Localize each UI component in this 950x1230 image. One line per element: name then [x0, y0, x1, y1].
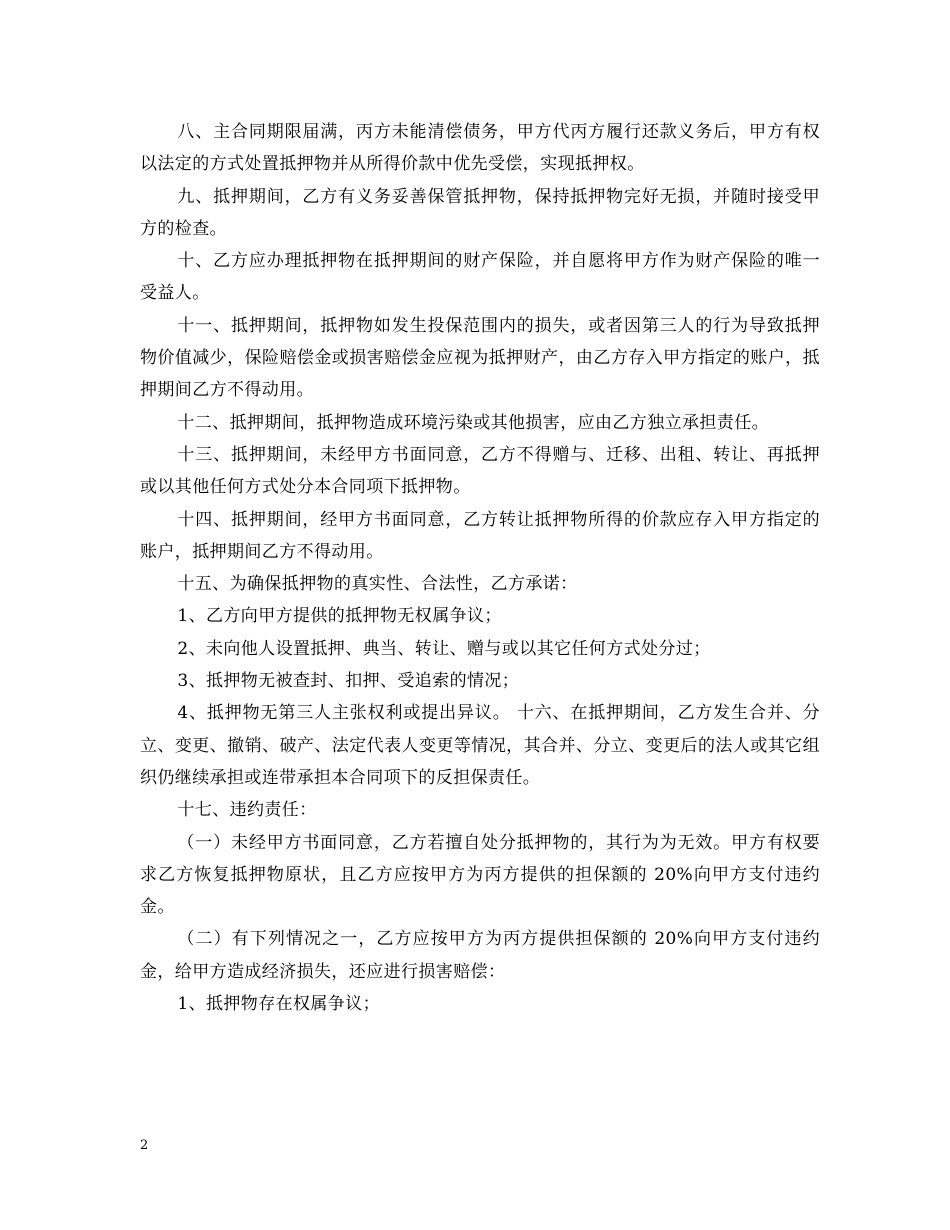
clause-10: 十、乙方应办理抵押物在抵押期间的财产保险，并自愿将甲方作为财产保险的唯一受益人。 — [140, 251, 820, 304]
clause-12: 十二、抵押期间，抵押物造成环境污染或其他损害，应由乙方独立承担责任。 — [177, 412, 769, 433]
clause-15-item-4-and-clause-16: 4、抵押物无第三人主张权利或提出异议。 十六、在抵押期间，乙方发生合并、分立、变更、撤销、破产、法定代表人变更等情况，其合并、分立、变更后的法人或其它组织仍继续承担或连带承担本合同项下的反担保责任。 — [140, 703, 820, 788]
clause-11: 十一、抵押期间，抵押物如发生投保范围内的损失，或者因第三人的行为导致抵押物价值减少，保险赔偿金或损害赔偿金应视为抵押财产，由乙方存入甲方指定的账户，抵押期间乙方不得动用。 — [140, 315, 820, 401]
clause-15-item-1: 1、乙方向甲方提供的抵押物无权属争议； — [177, 606, 502, 627]
page-number: 2 — [140, 1138, 149, 1153]
clause-17: 十七、违约责任： — [177, 800, 317, 821]
clause-13: 十三、抵押期间，未经甲方书面同意，乙方不得赠与、迁移、出租、转让、再抵押或以其他任何方式处分本合同项下抵押物。 — [140, 444, 820, 498]
clause-14: 十四、抵押期间，经甲方书面同意，乙方转让抵押物所得的价款应存入甲方指定的账户，抵押期间乙方不得动用。 — [140, 509, 820, 562]
clause-15-item-2: 2、未向他人设置抵押、典当、转让、赠与或以其它任何方式处分过； — [177, 638, 711, 659]
clause-8: 八、主合同期限届满，丙方未能清偿债务，甲方代丙方履行还款义务后，甲方有权以法定的方式处置抵押物并从所得价款中优先受偿，实现抵押权。 — [140, 122, 820, 175]
clause-15: 十五、为确保抵押物的真实性、合法性，乙方承诺： — [177, 574, 578, 595]
document-body — [140, 116, 820, 1020]
clause-17-section-2-item-1: 1、抵押物存在权属争议； — [177, 994, 381, 1015]
clause-17-section-2: （二）有下列情况之一，乙方应按甲方为丙方提供担保额的 20%向甲方支付违约金，给甲方造成经济损失，还应进行损害赔偿： — [140, 929, 820, 982]
clause-15-item-3: 3、抵押物无被查封、扣押、受追索的情况； — [177, 671, 520, 692]
clause-17-section-1: （一）未经甲方书面同意，乙方若擅自处分抵押物的，其行为为无效。甲方有权要求乙方恢复抵押物原状，且乙方应按甲方为丙方提供的担保额的 20%向甲方支付违约金。 — [140, 832, 820, 918]
clause-9: 九、抵押期间，乙方有义务妥善保管抵押物，保持抵押物完好无损，并随时接受甲方的检查。 — [140, 186, 820, 239]
